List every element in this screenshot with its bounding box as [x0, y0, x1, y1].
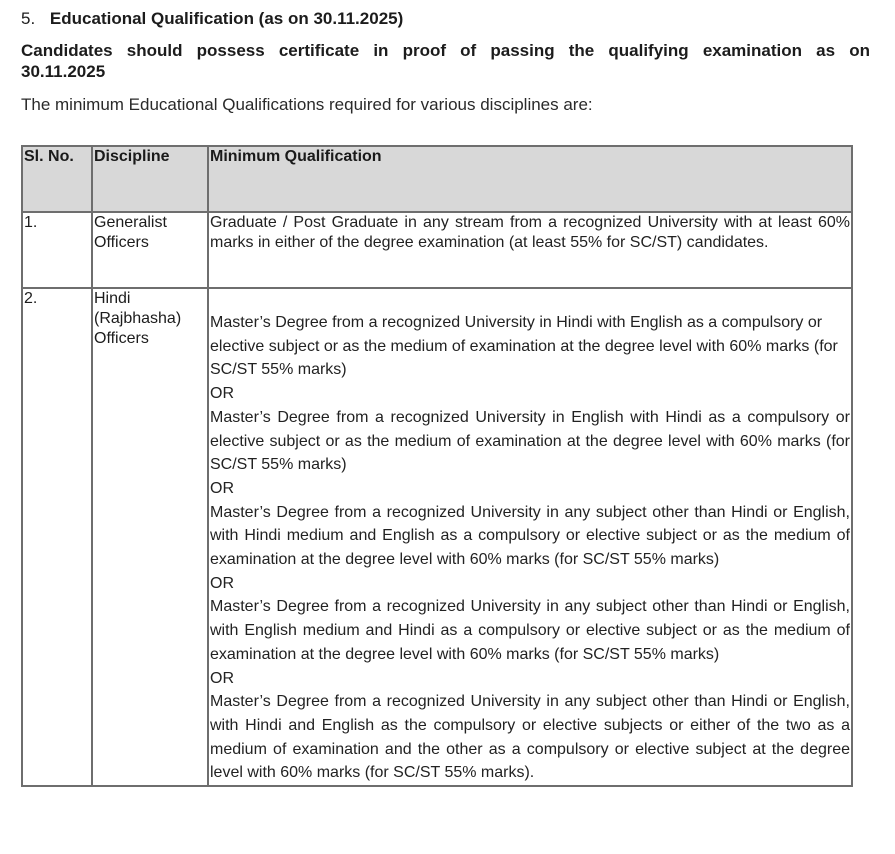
row-discipline: Generalist Officers: [92, 212, 208, 288]
qualification-table: [21, 145, 853, 787]
intro-text: The minimum Educational Qualifications required for various disciplines are:: [21, 95, 593, 114]
or-separator: OR: [210, 479, 234, 497]
table-row: [22, 212, 852, 288]
eligibility-note-line1: Candidates should possess certificate in proof of passing the qualifying examination as on: [21, 41, 870, 60]
qualification-option: Master’s Degree from a recognized University in any subject other than Hindi or English, with English medium and Hindi as a compulsory or elective subject or as the medium of examination at the degree level with 60% marks (for SC/ST 55% marks): [210, 598, 850, 663]
eligibility-note-line2: 30.11.2025: [21, 62, 106, 81]
row-sl-no: 2.: [22, 288, 92, 786]
qualification-option: Master’s Degree from a recognized University in any subject other than Hindi or English, with Hindi and English as the compulsory or elective subjects or either of the two as a medium of examination and the other as a compulsory or elective subject at the degree level with 60% marks (for SC/ST 55% marks).: [210, 693, 850, 782]
section-heading: [21, 8, 403, 30]
table-header-row: [22, 146, 852, 212]
qualification-option: Master’s Degree from a recognized University in English with Hindi as a compulsory or elective subject or as the medium of examination at the degree level with 60% marks (for SC/ST 55% marks): [210, 408, 850, 474]
row-sl-no: 1.: [22, 212, 92, 288]
or-separator: OR: [210, 669, 234, 687]
section-number: 5.: [21, 9, 36, 28]
row-discipline: Hindi (Rajbhasha) Officers: [92, 288, 208, 786]
or-separator: OR: [210, 574, 234, 592]
header-discipline: Discipline: [92, 146, 208, 212]
qualification-option: Master’s Degree from a recognized University in any subject other than Hindi or English, with Hindi medium and English as a compulsory or elective subject or as the medium of examination at the degree level with 60% marks (for SC/ST 55% marks): [210, 503, 850, 569]
eligibility-note: [21, 40, 870, 82]
table-row: [22, 288, 852, 786]
header-minimum-qualification: Minimum Qualification: [208, 146, 852, 212]
header-sl-no: Sl. No.: [22, 146, 92, 212]
row-qualification: Graduate / Post Graduate in any stream from a recognized University with at least 60% marks in either of the degree examination (at least 55% for SC/ST) candidates.: [208, 212, 852, 288]
qualification-option: Master’s Degree from a recognized University in Hindi with English as a compulsory or elective subject or as the medium of examination at the degree level with 60% marks (for SC/ST 55% marks): [210, 314, 838, 379]
row-qualification-options: [208, 288, 852, 786]
section-title: Educational Qualification (as on 30.11.2025): [49, 9, 404, 28]
or-separator: OR: [210, 385, 234, 403]
